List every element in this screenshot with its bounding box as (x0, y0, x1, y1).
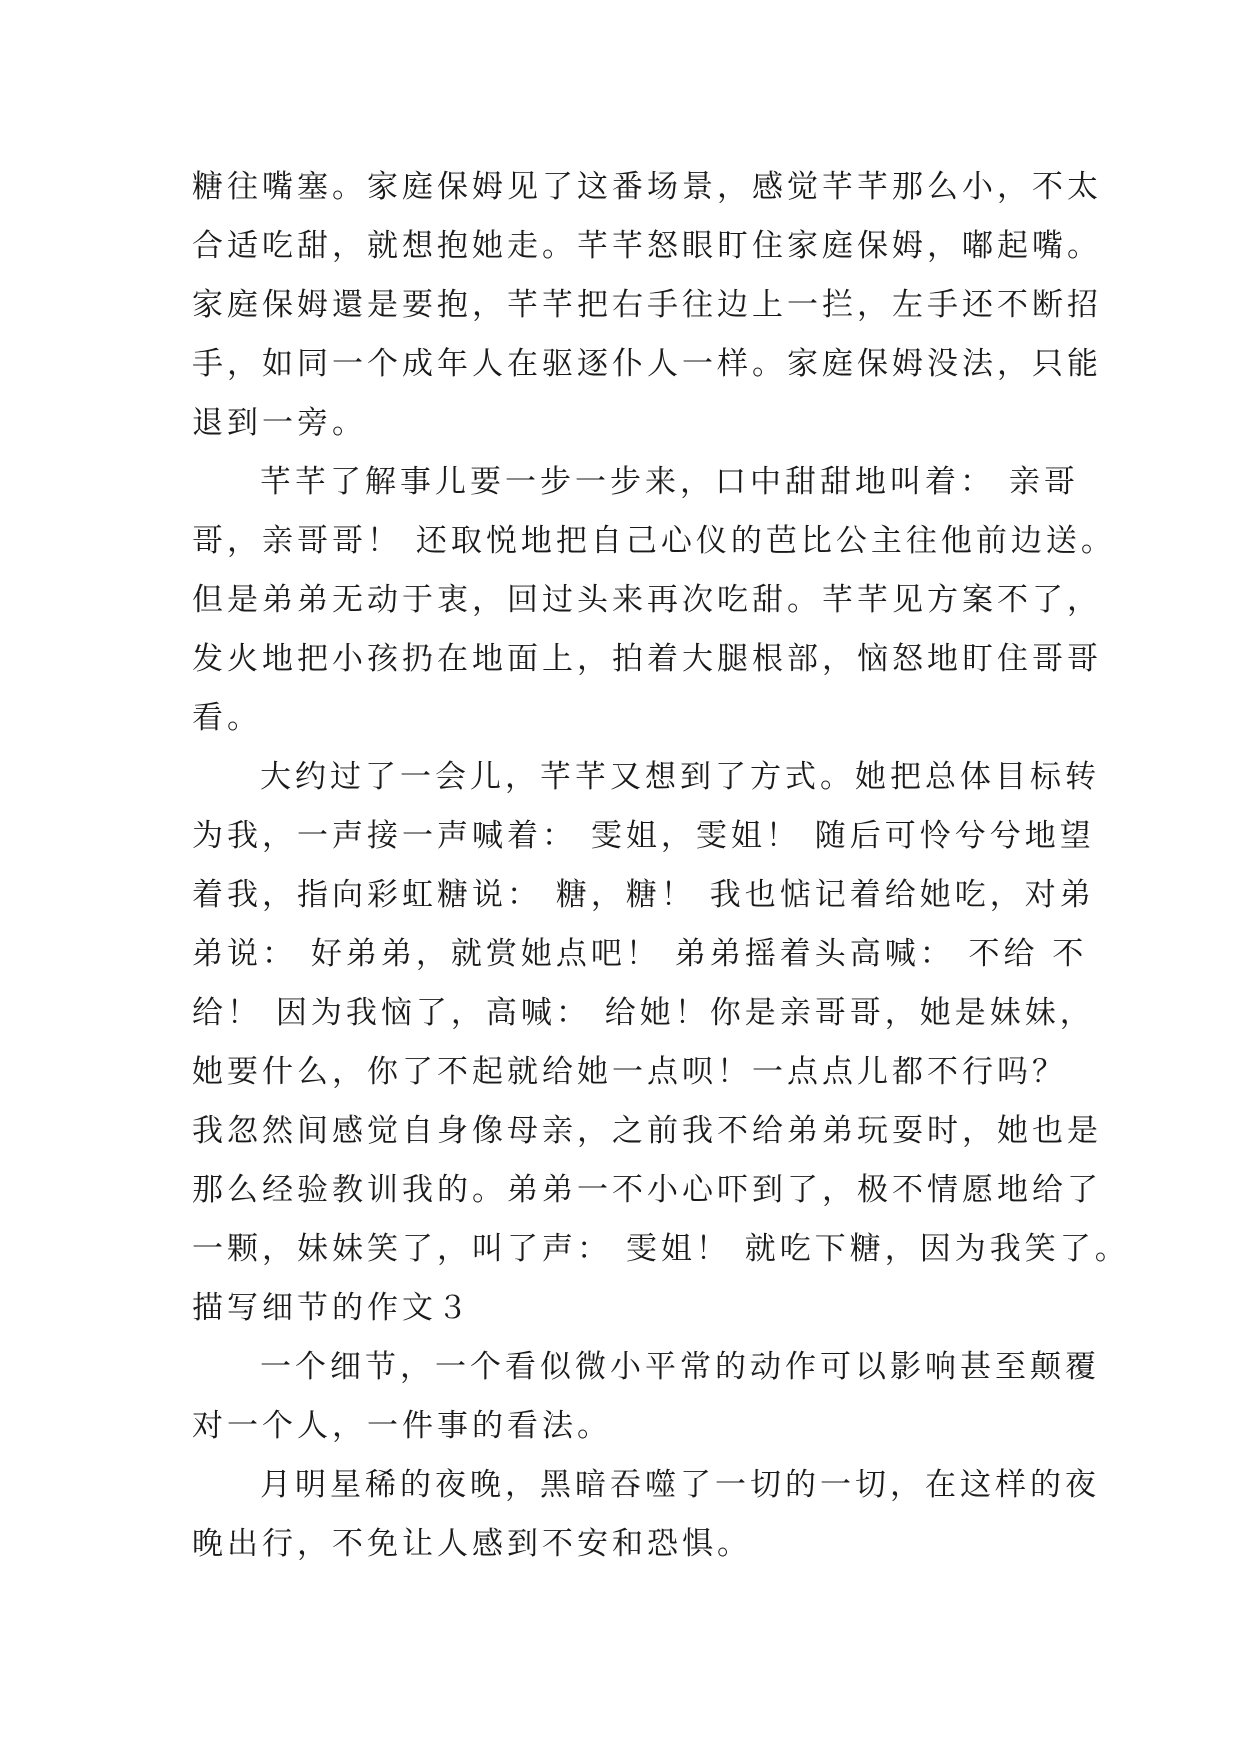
text-line-19: 一颗，妹妹笑了，叫了声： 雯姐！ 就吃下糖，因为我笑了。 (192, 1231, 1130, 1267)
text-line-15: 给！ 因为我恼了，高喊： 给她！你是亲哥哥，她是妹妹， (192, 995, 1095, 1031)
text-line-17: 我忽然间感觉自身像母亲，之前我不给弟弟玩耍时，她也是 (192, 1113, 1102, 1149)
text-line-24: 晚出行，不免让人感到不安和恐惧。 (192, 1526, 752, 1562)
text-line-13: 着我，指向彩虹糖说： 糖，糖！ 我也惦记着给她吃，对弟 (192, 877, 1095, 913)
text-line-22: 对一个人，一件事的看法。 (192, 1408, 612, 1444)
document-body (192, 158, 1130, 1574)
text-line-10: 看。 (192, 700, 262, 736)
text-line-7: 哥，亲哥哥！ 还取悦地把自己心仪的芭比公主往他前边送。 (192, 523, 1116, 559)
text-line-16: 她要什么，你了不起就给她一点呗！一点点儿都不行吗？ (192, 1054, 1067, 1090)
text-line-23: 月明星稀的夜晚，黑暗吞噬了一切的一切，在这样的夜 (260, 1467, 1100, 1503)
text-line-8: 但是弟弟无动于衷，回过头来再次吃甜。芊芊见方案不了， (192, 582, 1102, 618)
text-line-18: 那么经验教训我的。弟弟一不小心吓到了，极不情愿地给了 (192, 1172, 1102, 1208)
text-line-14: 弟说： 好弟弟，就赏她点吧！ 弟弟摇着头高喊： 不给 不 (192, 936, 1088, 972)
section-heading: 描写细节的作文３ (192, 1290, 472, 1326)
text-line-21: 一个细节，一个看似微小平常的动作可以影响甚至颠覆 (260, 1349, 1100, 1385)
text-line-6: 芊芊了解事儿要一步一步来，口中甜甜地叫着： 亲哥 (260, 464, 1079, 500)
text-line-12: 为我，一声接一声喊着： 雯姐，雯姐！ 随后可怜兮兮地望 (192, 818, 1095, 854)
text-line-11: 大约过了一会儿，芊芊又想到了方式。她把总体目标转 (260, 759, 1100, 795)
text-line-2: 合适吃甜，就想抱她走。芊芊怒眼盯住家庭保姆，嘟起嘴。 (192, 228, 1102, 264)
text-line-1: 糖往嘴塞。家庭保姆见了这番场景，感觉芊芊那么小，不太 (192, 169, 1102, 205)
text-line-4: 手，如同一个成年人在驱逐仆人一样。家庭保姆没法，只能 (192, 346, 1102, 382)
text-line-9: 发火地把小孩扔在地面上，拍着大腿根部，恼怒地盯住哥哥 (192, 641, 1102, 677)
text-line-5: 退到一旁。 (192, 405, 367, 441)
text-line-3: 家庭保姆還是要抱，芊芊把右手往边上一拦，左手还不断招 (192, 287, 1102, 323)
